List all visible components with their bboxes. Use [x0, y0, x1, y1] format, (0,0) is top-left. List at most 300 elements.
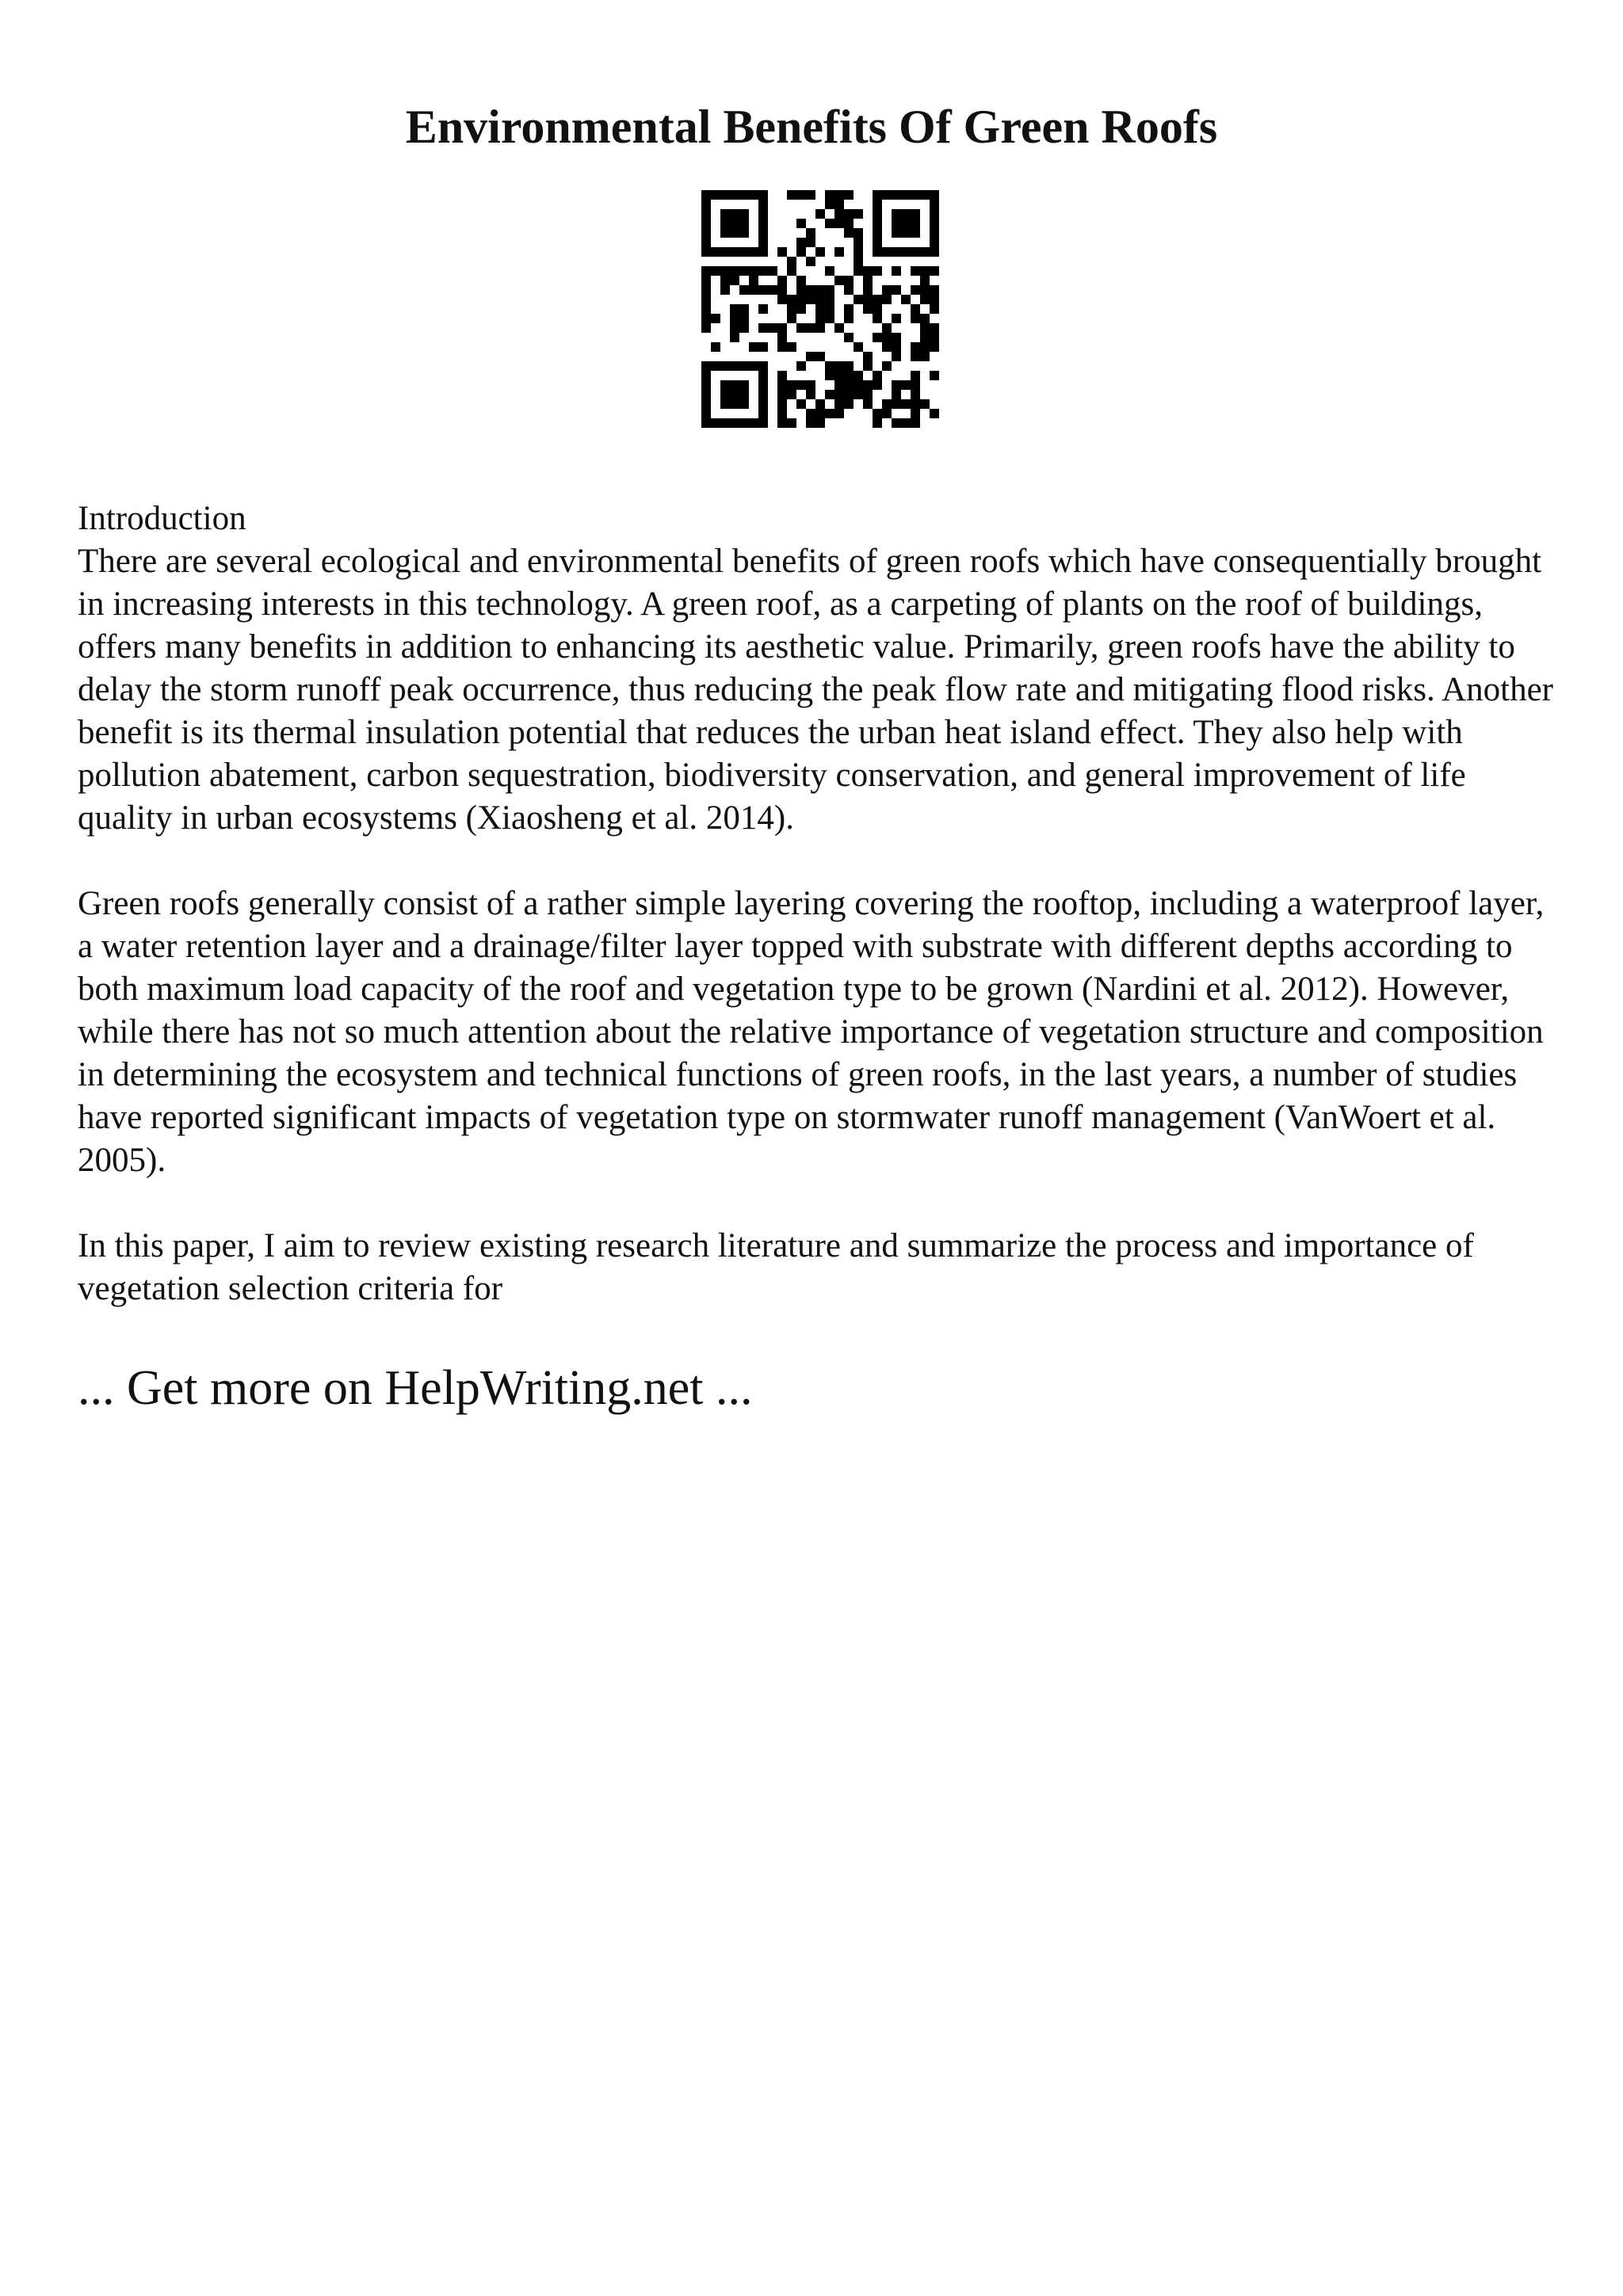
qr-module	[701, 209, 711, 219]
qr-module	[930, 371, 939, 380]
qr-module	[739, 304, 749, 314]
qr-module	[873, 219, 882, 228]
qr-module	[863, 390, 873, 399]
qr-module	[806, 323, 815, 333]
qr-module	[796, 238, 806, 247]
qr-module	[825, 304, 834, 314]
qr-module	[911, 314, 920, 323]
qr-module	[806, 380, 815, 390]
qr-module	[739, 380, 749, 390]
qr-module	[834, 399, 844, 409]
qr-module	[825, 409, 834, 418]
qr-module	[815, 285, 825, 295]
qr-module	[720, 390, 730, 399]
qr-module	[882, 190, 892, 200]
qr-module	[882, 361, 892, 371]
qr-module	[806, 190, 815, 200]
qr-module	[911, 418, 920, 428]
qr-module	[911, 219, 920, 228]
qr-module	[711, 361, 720, 371]
qr-module	[701, 219, 711, 228]
qr-module	[730, 361, 739, 371]
qr-module	[806, 257, 815, 266]
qr-module	[730, 247, 739, 257]
qr-module	[806, 285, 815, 295]
qr-module	[844, 380, 854, 390]
qr-module	[758, 390, 768, 399]
qr-module	[815, 409, 825, 418]
qr-module	[806, 228, 815, 238]
qr-module	[777, 409, 787, 418]
qr-module	[854, 209, 863, 219]
qr-module	[796, 285, 806, 295]
qr-module	[796, 295, 806, 304]
qr-module	[787, 380, 796, 390]
qr-module	[873, 314, 882, 323]
qr-module	[825, 285, 834, 295]
qr-module	[892, 228, 901, 238]
qr-module	[787, 190, 796, 200]
qr-module	[701, 390, 711, 399]
qr-module	[873, 209, 882, 219]
qr-module	[768, 285, 777, 295]
qr-module	[711, 342, 720, 352]
qr-module	[815, 247, 825, 257]
qr-module	[787, 314, 796, 323]
qr-module	[892, 314, 901, 323]
qr-module	[873, 371, 882, 380]
qr-module	[711, 418, 720, 428]
qr-module	[730, 304, 739, 314]
qr-module	[806, 352, 815, 361]
qr-module	[901, 209, 911, 219]
qr-module	[892, 247, 901, 257]
qr-module	[920, 323, 930, 333]
qr-module	[930, 219, 939, 228]
qr-module	[739, 190, 749, 200]
qr-module	[920, 399, 930, 409]
qr-module	[911, 266, 920, 276]
qr-module	[873, 266, 882, 276]
qr-module	[844, 276, 854, 285]
qr-module	[711, 314, 720, 323]
paragraph-1: There are several ecological and environmental benefits of green roofs which have consequentially brought in increasing interests in this technology. A green roof, as a carpeting of plants on the roof of buildings, offers many benefits in addition to enhancing its aesthetic value. Primarily, green roofs have the ability to delay the storm runoff peak occurrence, thus reducing the peak flow rate and mitigating flood risks. Another benefit is its thermal insulation potential that reduces the urban heat island effect. They also help with pollution abatement, carbon sequestration, biodiversity conservation, and general improvement of life quality in urban ecosystems (Xiaosheng et al. 2014).	[78, 543, 1553, 837]
qr-module	[825, 390, 834, 399]
qr-module	[777, 342, 787, 352]
qr-module	[701, 276, 711, 285]
qr-module	[844, 219, 854, 228]
qr-module	[863, 276, 873, 285]
qr-module	[892, 209, 901, 219]
qr-module	[777, 323, 787, 333]
qr-module	[749, 266, 758, 276]
qr-module	[758, 247, 768, 257]
qr-module	[730, 323, 739, 333]
qr-module	[892, 418, 901, 428]
more-link[interactable]: ... Get more on HelpWriting.net ...	[78, 1361, 753, 1415]
qr-module	[930, 228, 939, 238]
qr-module	[920, 247, 930, 257]
qr-module	[844, 285, 854, 295]
qr-module	[920, 333, 930, 342]
paragraph-2: Green roofs generally consist of a rather simple layering covering the rooftop, including a waterproof layer, a water retention layer and a drainage/filter layer topped with substrate with different depths according to both maximum load capacity of the roof and vegetation type to be grown (Nardini et al. 2012). However, while there has not so much attention about the relative importance of vegetation structure and composition in determining the ecosystem and technical functions of green roofs, in the last years, a number of studies have reported significant impacts of vegetation type on stormwater runoff management (VanWoert et al. 2005).	[78, 885, 1545, 1179]
qr-module	[730, 380, 739, 390]
qr-module	[901, 418, 911, 428]
qr-module	[882, 409, 892, 418]
qr-module	[815, 323, 825, 333]
qr-module	[806, 409, 815, 418]
qr-module	[777, 247, 787, 257]
qr-module	[882, 295, 892, 304]
qr-module	[863, 399, 873, 409]
qr-module	[930, 200, 939, 209]
qr-module	[834, 200, 844, 209]
qr-module	[892, 190, 901, 200]
qr-module	[834, 323, 844, 333]
qr-module	[873, 247, 882, 257]
qr-module	[768, 266, 777, 276]
qr-module	[863, 285, 873, 295]
qr-module	[844, 399, 854, 409]
qr-module	[730, 209, 739, 219]
qr-module	[758, 361, 768, 371]
qr-module	[720, 285, 730, 295]
qr-module	[930, 304, 939, 314]
qr-module	[730, 399, 739, 409]
qr-module	[844, 304, 854, 314]
qr-module	[749, 247, 758, 257]
qr-module	[873, 228, 882, 238]
qr-module	[739, 247, 749, 257]
qr-module	[720, 228, 730, 238]
qr-module	[720, 361, 730, 371]
qr-module	[777, 418, 787, 428]
qr-module	[930, 247, 939, 257]
qr-module	[758, 399, 768, 409]
qr-module	[749, 342, 758, 352]
qr-module	[806, 295, 815, 304]
qr-module	[911, 390, 920, 399]
qr-module	[806, 238, 815, 247]
qr-module	[901, 228, 911, 238]
qr-module	[815, 418, 825, 428]
qr-module	[758, 285, 768, 295]
paragraph-3: In this paper, I aim to review existing research literature and summarize the process and importance of vegetation selection criteria for	[78, 1227, 1474, 1307]
qr-module	[701, 380, 711, 390]
qr-module	[777, 380, 787, 390]
qr-module	[825, 314, 834, 323]
qr-module	[739, 266, 749, 276]
qr-module	[739, 314, 749, 323]
qr-module	[701, 266, 711, 276]
qr-module	[882, 399, 892, 409]
qr-module	[701, 190, 711, 200]
qr-module	[758, 228, 768, 238]
qr-module	[834, 361, 844, 371]
qr-module	[930, 209, 939, 219]
qr-module	[863, 352, 873, 361]
qr-module	[920, 276, 930, 285]
qr-module	[730, 190, 739, 200]
qr-module	[815, 209, 825, 219]
qr-module	[873, 380, 882, 390]
qr-module	[815, 295, 825, 304]
qr-module	[901, 219, 911, 228]
qr-module	[739, 390, 749, 399]
qr-module	[901, 295, 911, 304]
qr-module	[834, 409, 844, 418]
qr-module	[796, 276, 806, 285]
qr-module	[777, 371, 787, 380]
qr-module	[844, 333, 854, 342]
qr-module	[844, 314, 854, 323]
qr-module	[749, 285, 758, 295]
qr-module	[758, 409, 768, 418]
qr-module	[892, 399, 901, 409]
qr-module	[930, 323, 939, 333]
qr-module	[758, 190, 768, 200]
qr-module	[777, 390, 787, 399]
qr-module	[720, 418, 730, 428]
qr-module	[911, 399, 920, 409]
qr-module	[892, 390, 901, 399]
qr-module	[863, 266, 873, 276]
qr-module	[920, 352, 930, 361]
qr-module	[911, 209, 920, 219]
qr-module	[930, 409, 939, 418]
qr-module	[920, 314, 930, 323]
qr-module	[892, 266, 901, 276]
qr-module	[873, 200, 882, 209]
qr-module	[863, 380, 873, 390]
qr-module	[920, 190, 930, 200]
qr-module	[911, 228, 920, 238]
qr-module	[911, 304, 920, 314]
qr-module	[720, 276, 730, 285]
qr-module	[701, 409, 711, 418]
qr-module	[920, 295, 930, 304]
qr-module	[844, 390, 854, 399]
qr-module	[863, 295, 873, 304]
qr-module	[892, 333, 901, 342]
qr-module	[758, 304, 768, 314]
qr-module	[930, 295, 939, 304]
qr-module	[873, 304, 882, 314]
qr-module	[796, 361, 806, 371]
qr-module	[892, 380, 901, 390]
qr-module	[825, 371, 834, 380]
qr-module	[758, 371, 768, 380]
qr-module	[701, 238, 711, 247]
qr-module	[844, 209, 854, 219]
qr-module	[911, 285, 920, 295]
qr-module	[777, 399, 787, 409]
qr-module	[892, 285, 901, 295]
qr-module	[882, 247, 892, 257]
qr-module	[892, 342, 901, 352]
qr-module	[787, 342, 796, 352]
qr-module	[730, 314, 739, 323]
qr-module	[911, 190, 920, 200]
qr-module	[873, 190, 882, 200]
qr-module	[730, 418, 739, 428]
qr-module	[701, 228, 711, 238]
qr-module	[911, 380, 920, 390]
qr-module	[834, 276, 844, 285]
qr-module	[825, 219, 834, 228]
qr-module	[892, 352, 901, 361]
qr-module	[825, 361, 834, 371]
qr-module	[930, 238, 939, 247]
qr-module	[892, 219, 901, 228]
qr-module	[787, 390, 796, 399]
qr-module	[701, 285, 711, 295]
qr-module	[815, 399, 825, 409]
qr-module	[873, 238, 882, 247]
qr-module	[701, 371, 711, 380]
qr-module	[720, 266, 730, 276]
qr-module	[844, 371, 854, 380]
qr-module	[863, 361, 873, 371]
qr-module	[720, 209, 730, 219]
qr-module	[901, 399, 911, 409]
qr-module	[739, 209, 749, 219]
qr-module	[854, 257, 863, 266]
qr-module	[834, 380, 844, 390]
qr-module	[882, 342, 892, 352]
qr-module	[796, 247, 806, 257]
qr-module	[854, 228, 863, 238]
qr-module	[854, 342, 863, 352]
qr-module	[749, 418, 758, 428]
qr-module	[720, 247, 730, 257]
qr-module	[834, 371, 844, 380]
qr-module	[787, 257, 796, 266]
qr-module	[834, 209, 844, 219]
document-title: Environmental Benefits Of Green Roofs	[405, 101, 1218, 153]
qr-module	[901, 380, 911, 390]
qr-module	[758, 209, 768, 219]
qr-module	[825, 200, 834, 209]
qr-module	[930, 342, 939, 352]
qr-module	[882, 285, 892, 295]
qr-module	[739, 219, 749, 228]
qr-module	[911, 409, 920, 418]
qr-module	[720, 380, 730, 390]
qr-module	[854, 380, 863, 390]
qr-module	[834, 247, 844, 257]
qr-module	[873, 409, 882, 418]
qr-module	[720, 219, 730, 228]
qr-module	[806, 418, 815, 428]
qr-module	[777, 295, 787, 304]
qr-module	[854, 238, 863, 247]
qr-module	[873, 295, 882, 304]
qr-module	[796, 323, 806, 333]
qr-module	[730, 219, 739, 228]
qr-module	[873, 333, 882, 342]
qr-module	[796, 399, 806, 409]
qr-module	[701, 295, 711, 304]
qr-module	[787, 295, 796, 304]
qr-module	[844, 361, 854, 371]
qr-module	[854, 247, 863, 257]
qr-module	[854, 295, 863, 304]
qr-module	[787, 418, 796, 428]
qr-module	[720, 399, 730, 409]
qr-module	[777, 333, 787, 342]
qr-module	[815, 304, 825, 314]
qr-module	[930, 190, 939, 200]
qr-module	[758, 266, 768, 276]
qr-module	[777, 285, 787, 295]
qr-module	[930, 266, 939, 276]
qr-module	[730, 276, 739, 285]
qr-module	[730, 390, 739, 399]
qr-module	[739, 285, 749, 295]
qr-module	[901, 247, 911, 257]
qr-module	[796, 219, 806, 228]
qr-module	[854, 371, 863, 380]
qr-module	[863, 304, 873, 314]
qr-module	[739, 323, 749, 333]
qr-module	[930, 285, 939, 295]
intro-heading: Introduction	[78, 500, 246, 537]
qr-module	[749, 361, 758, 371]
qr-module	[730, 266, 739, 276]
qr-module	[787, 304, 796, 314]
qr-module	[911, 342, 920, 352]
qr-code-icon	[701, 190, 939, 428]
qr-module	[873, 418, 882, 428]
qr-module	[739, 399, 749, 409]
qr-module	[815, 314, 825, 323]
qr-module	[758, 380, 768, 390]
qr-module	[796, 190, 806, 200]
qr-module	[749, 276, 758, 285]
qr-module	[701, 361, 711, 371]
qr-module	[920, 342, 930, 352]
qr-module	[739, 361, 749, 371]
qr-module	[701, 247, 711, 257]
qr-module	[730, 228, 739, 238]
qr-module	[730, 333, 739, 342]
qr-module	[854, 266, 863, 276]
qr-module	[701, 418, 711, 428]
qr-module	[882, 333, 892, 342]
qr-module	[882, 323, 892, 333]
qr-module	[768, 323, 777, 333]
qr-module	[901, 190, 911, 200]
qr-module	[749, 190, 758, 200]
qr-module	[930, 333, 939, 342]
qr-module	[815, 352, 825, 361]
qr-module	[834, 219, 844, 228]
qr-module	[701, 323, 711, 333]
document-body	[78, 498, 1568, 1310]
qr-module	[787, 266, 796, 276]
qr-module	[711, 266, 720, 276]
qr-module	[758, 418, 768, 428]
qr-module	[711, 190, 720, 200]
qr-module	[911, 352, 920, 361]
qr-module	[758, 200, 768, 209]
qr-module	[796, 380, 806, 390]
qr-module	[825, 190, 834, 200]
qr-module	[701, 399, 711, 409]
qr-module	[854, 390, 863, 399]
qr-module	[701, 314, 711, 323]
